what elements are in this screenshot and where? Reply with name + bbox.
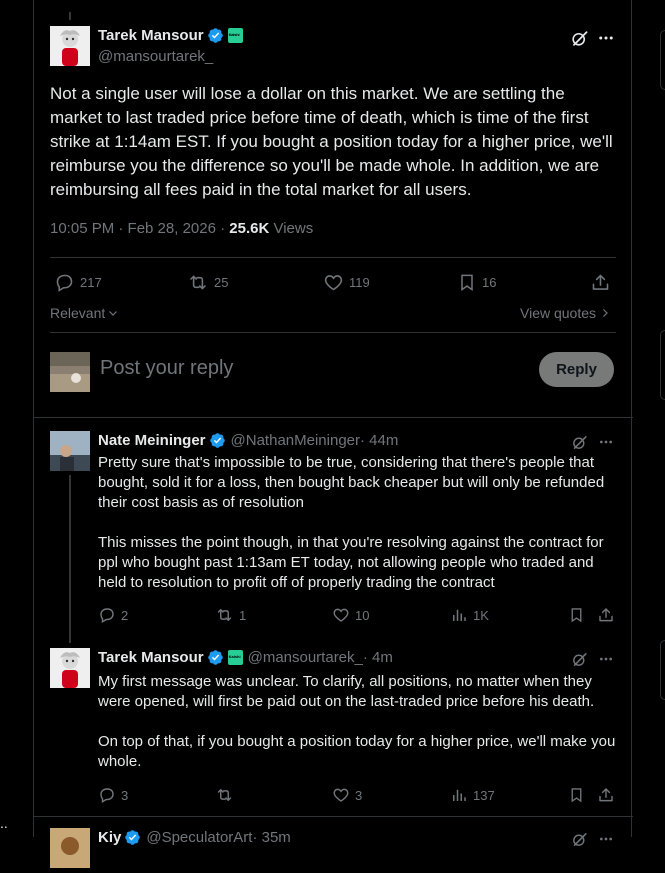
reply-3-more-button[interactable] [595,828,617,850]
like-action[interactable] [323,272,370,293]
reply-1-like-action[interactable] [332,606,369,624]
reply-1-repost-action[interactable] [215,606,246,624]
reply-2-author-handle[interactable]: @mansourtarek_ [247,649,363,666]
reply-1-text [98,453,623,593]
reply-bubble-icon [54,272,75,293]
reply-count: 217 [80,275,102,290]
reply-1-bookmark-action[interactable] [568,606,590,624]
reply-2-repost-action[interactable] [215,786,239,804]
main-post-author-row [98,27,243,44]
reply-2-views-count: 137 [473,787,495,803]
right-panel-edge [660,30,665,90]
reply-2-time[interactable]: · 4m [362,649,393,666]
reply-2-bookmark-action[interactable] [568,786,590,804]
like-count: 119 [349,275,370,290]
reply-2-paragraph: My first message was unclear. To clarify, all positions, no matter when they were opened, will first be paid out on the last-traded price before his death. [98,673,595,710]
reply-1-repost-count: 1 [239,607,247,623]
user-avatar-icon [50,352,90,392]
divider-meta [50,257,616,258]
bookmark-icon [457,272,477,293]
affiliate-badge-label: Kalshi [228,654,241,659]
grok-button[interactable] [568,27,590,49]
verified-badge-icon [124,829,141,846]
reply-2-reply-action[interactable] [98,786,128,804]
repost-icon [187,272,209,293]
repost-action[interactable] [187,272,228,293]
affiliate-badge[interactable] [228,28,243,43]
views-count: 25.6K [229,220,270,237]
reply-1-share-action[interactable] [597,606,620,624]
reply-3-author-name[interactable]: Kiy [98,829,122,846]
reply-1-avatar[interactable] [50,431,90,471]
reply-1-views-action[interactable] [450,606,489,624]
compose-avatar[interactable] [50,352,90,392]
reply-1-reply-action[interactable] [98,606,128,624]
main-post-avatar[interactable] [50,26,90,66]
view-quotes-label: View quotes [520,305,597,321]
more-dots-icon [598,434,614,450]
reply-input[interactable]: Post your reply [100,357,234,379]
affiliate-badge-label: Kalshi [228,32,240,37]
sort-dropdown[interactable] [50,305,119,321]
repost-icon [215,786,234,804]
verified-badge-icon [209,432,226,449]
reply-2-like-action[interactable] [332,786,362,804]
grok-icon [570,29,589,48]
post-timestamp[interactable]: 10:05 PM · Feb 28, 2026 · [50,220,230,237]
thread-line-reply-1 [69,475,71,643]
reply-button[interactable]: Reply [539,352,614,387]
reply-2-like-count: 3 [355,787,363,803]
reply-1-author-row [98,432,398,449]
divider-compose [34,417,633,418]
share-icon [597,606,615,624]
reply-3-avatar[interactable] [50,828,90,868]
reply-1-views-count: 1K [473,607,489,623]
repost-count: 25 [214,275,229,290]
reply-2-author-name[interactable]: Tarek Mansour [98,649,204,666]
person-avatar-icon [50,828,90,868]
thread-line-top [69,12,71,20]
chevron-down-icon [107,307,119,319]
heart-icon [332,606,350,624]
reply-1-grok-button[interactable] [568,431,590,453]
verified-badge-icon [207,27,224,44]
share-action[interactable] [590,272,616,293]
bookmark-icon [568,786,585,804]
person-avatar-icon [50,26,90,66]
divider-reply-2 [34,816,633,817]
more-dots-icon [598,831,614,847]
reply-1-author-name[interactable]: Nate Meininger [98,432,206,449]
affiliate-badge[interactable] [228,650,243,665]
divider-sort [50,332,616,333]
reply-2-grok-button[interactable] [568,648,590,670]
sort-label: Relevant [50,305,106,321]
share-icon [590,272,611,293]
reply-1-reply-count: 2 [121,607,129,623]
reply-2-text [98,672,623,772]
author-name[interactable]: Tarek Mansour [98,27,204,44]
more-dots-icon [597,29,615,47]
grok-icon [571,831,588,848]
reply-2-more-button[interactable] [595,648,617,670]
reply-bubble-icon [98,786,116,804]
reply-1-like-count: 10 [355,607,370,623]
main-post-handle-row [98,48,213,65]
bookmark-icon [568,606,585,624]
reply-2-share-action[interactable] [597,786,620,804]
reply-2-paragraph: On top of that, if you bought a position today for a higher price, we'll make you whole. [98,733,616,770]
reply-1-author-handle[interactable]: @NathanMeininger [230,432,360,449]
view-quotes-link[interactable] [520,305,611,321]
reply-2-views-action[interactable] [450,786,495,804]
reply-2-author-row [98,649,393,666]
grok-icon [571,434,588,451]
main-post-text: Not a single user will lose a dollar on this market. We are settling the market to last traded price before time of death, which is time of the first strike at 1:14am EST. If you bought a position today for a higher price, we'll reimburse you the difference so you'll be made whole. In addition, we are reimbursing all fees paid in the total market for all users. [50,84,613,199]
heart-icon [323,272,344,293]
reply-3-author-handle[interactable]: @SpeculatorArt [146,829,253,846]
person-avatar-icon [50,431,90,471]
right-panel-edge [660,330,665,400]
more-dots-icon [598,651,614,667]
chevron-right-icon [599,307,611,319]
views-chart-icon [450,786,468,804]
conversation-column [33,0,632,846]
verified-badge-icon [207,649,224,666]
views-label: Views [269,220,314,237]
bookmark-action[interactable] [457,272,496,293]
right-panel-edge [660,640,665,700]
author-handle[interactable]: @mansourtarek_ [98,48,214,65]
heart-icon [332,786,350,804]
bookmark-count: 16 [482,275,497,290]
grok-icon [571,651,588,668]
reply-3-grok-button[interactable] [568,828,590,850]
person-avatar-icon [50,648,90,688]
reply-1-more-button[interactable] [595,431,617,453]
reply-1-time[interactable]: · 44m [360,432,399,449]
repost-icon [215,606,234,624]
reply-action[interactable] [54,272,102,293]
main-post-meta [50,220,313,237]
reply-1-paragraph: Pretty sure that's impossible to be true, considering that there's people that bought, sold it for a loss, then bought back cheaper but will only be refunded their cost basis as of resolution [98,454,605,511]
more-options-button[interactable] [595,27,617,49]
share-icon [597,786,615,804]
left-edge-dots: .. [0,815,8,831]
reply-2-avatar[interactable] [50,648,90,688]
reply-bubble-icon [98,606,116,624]
views-chart-icon [450,606,468,624]
reply-3-time[interactable]: · 35m [252,829,291,846]
reply-1-paragraph: This misses the point though, in that you're resolving against the contract for ppl who bought past 1:13am ET today, not allowing people who traded and held to resolution to profit off of properly trading the contract [98,534,604,591]
reply-3-author-row [98,829,291,846]
reply-2-reply-count: 3 [121,787,129,803]
